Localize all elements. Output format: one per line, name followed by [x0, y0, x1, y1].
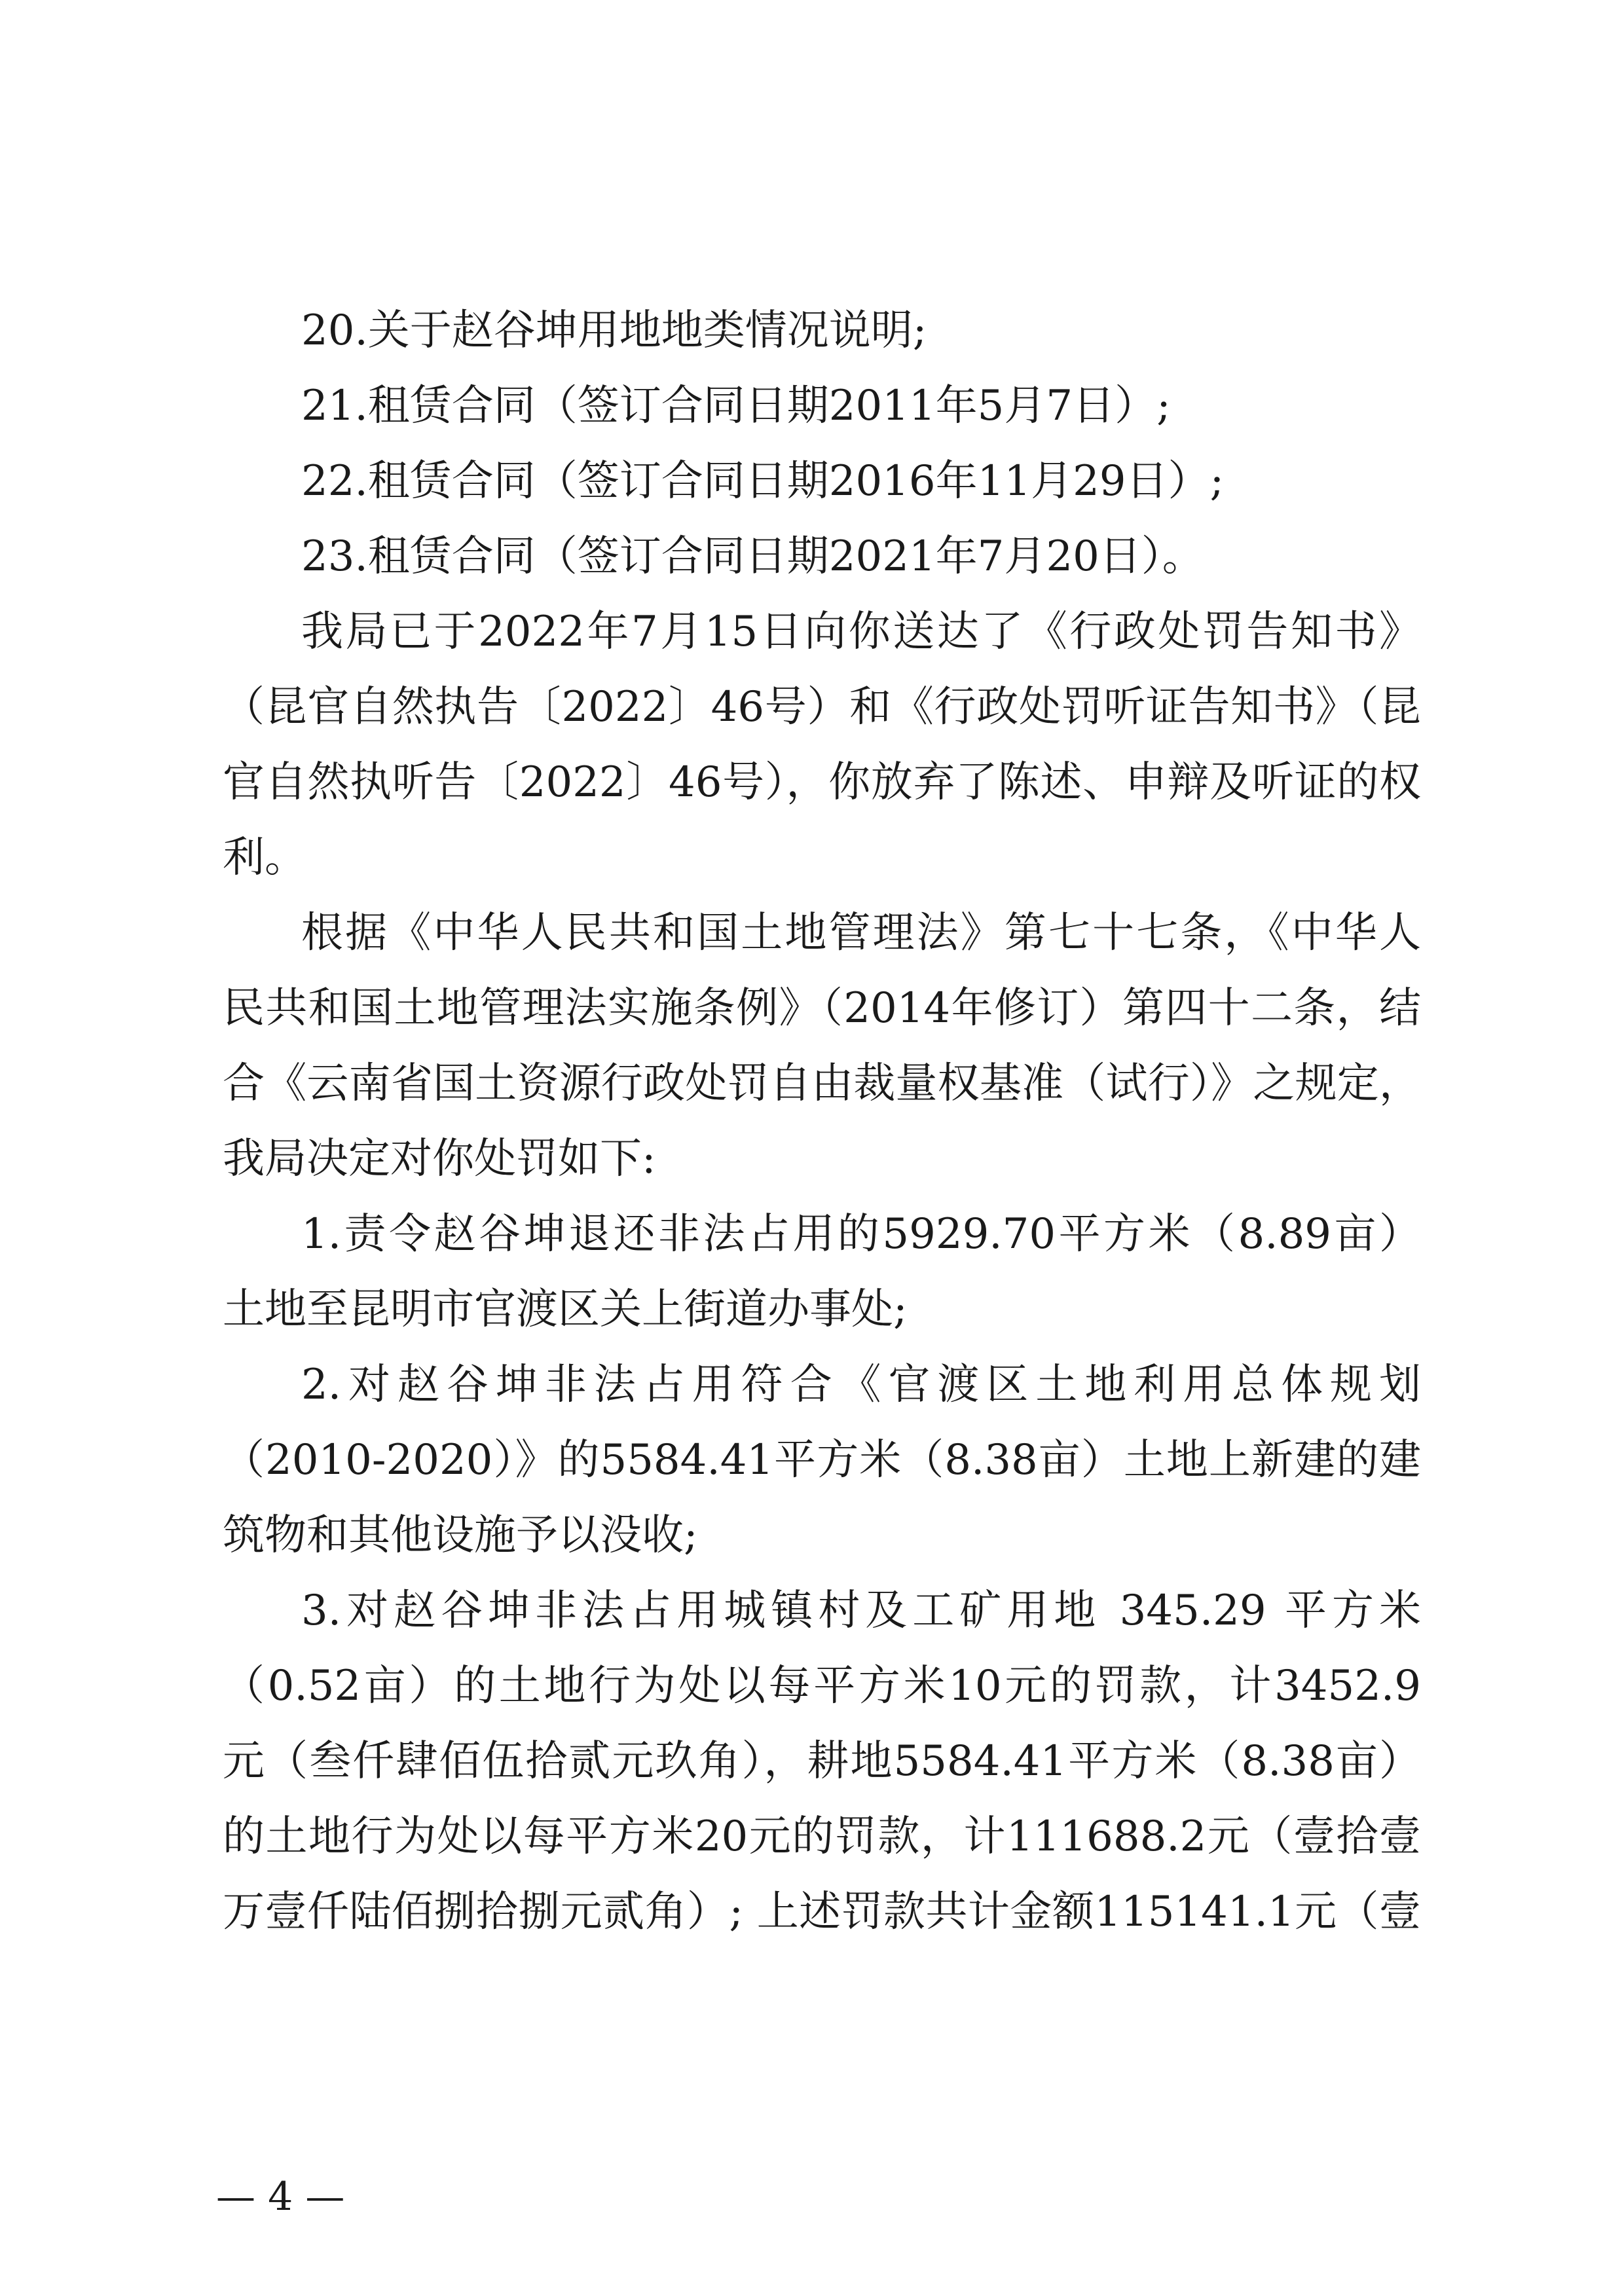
text-line-3: 22.租赁合同（签订合同日期2016年11月29日）; [301, 457, 1225, 505]
text-line-20: 元（叁仟肆佰伍拾贰元玖角），耕地5584.41平方米（8.38亩） [223, 1737, 1421, 1786]
text-line-4: 23.租赁合同（签订合同日期2021年7月20日）。 [301, 532, 1204, 581]
text-line-11: 合《云南省国土资源行政处罚自由裁量权基准（试行）》之规定， [223, 1059, 1421, 1108]
text-line-8: 利。 [223, 834, 306, 882]
text-line-18: 3.对赵谷坤非法占用城镇村及工矿用地 345.29 平方米 [301, 1587, 1421, 1635]
text-line-1: 20.关于赵谷坤用地地类情况说明; [301, 306, 927, 355]
text-line-17: 筑物和其他设施予以没收; [223, 1511, 698, 1560]
text-line-15: 2.对赵谷坤非法占用符合《官渡区土地利用总体规划 [301, 1361, 1421, 1409]
text-line-21: 的土地行为处以每平方米20元的罚款，计111688.2元（壹拾壹 [223, 1812, 1421, 1861]
text-line-6: （昆官自然执告〔2022〕46号）和《行政处罚听证告知书》（昆 [223, 683, 1421, 731]
text-line-9: 根据《中华人民共和国土地管理法》第七十七条，《中华人 [301, 909, 1421, 957]
text-line-22: 万壹仟陆佰捌拾捌元贰角）; 上述罚款共计金额115141.1元（壹 [223, 1888, 1421, 1936]
text-line-14: 土地至昆明市官渡区关上街道办事处; [223, 1285, 908, 1334]
text-line-10: 民共和国土地管理法实施条例》（2014年修订）第四十二条，结 [223, 984, 1421, 1033]
text-line-2: 21.租赁合同（签订合同日期2011年5月7日）; [301, 382, 1171, 430]
text-line-5: 我局已于2022年7月15日向你送达了《行政处罚告知书》 [301, 608, 1421, 656]
text-line-19: （0.52亩）的土地行为处以每平方米10元的罚款，计3452.9 [223, 1662, 1421, 1710]
text-line-16: （2010-2020）》的5584.41平方米（8.38亩）土地上新建的建 [223, 1436, 1421, 1484]
page-number: — 4 — [216, 2174, 345, 2220]
text-line-13: 1.责令赵谷坤退还非法占用的5929.70平方米（8.89亩） [301, 1210, 1421, 1258]
text-line-7: 官自然执听告〔2022〕46号），你放弃了陈述、申辩及听证的权 [223, 758, 1421, 807]
text-line-12: 我局决定对你处罚如下: [223, 1135, 656, 1183]
